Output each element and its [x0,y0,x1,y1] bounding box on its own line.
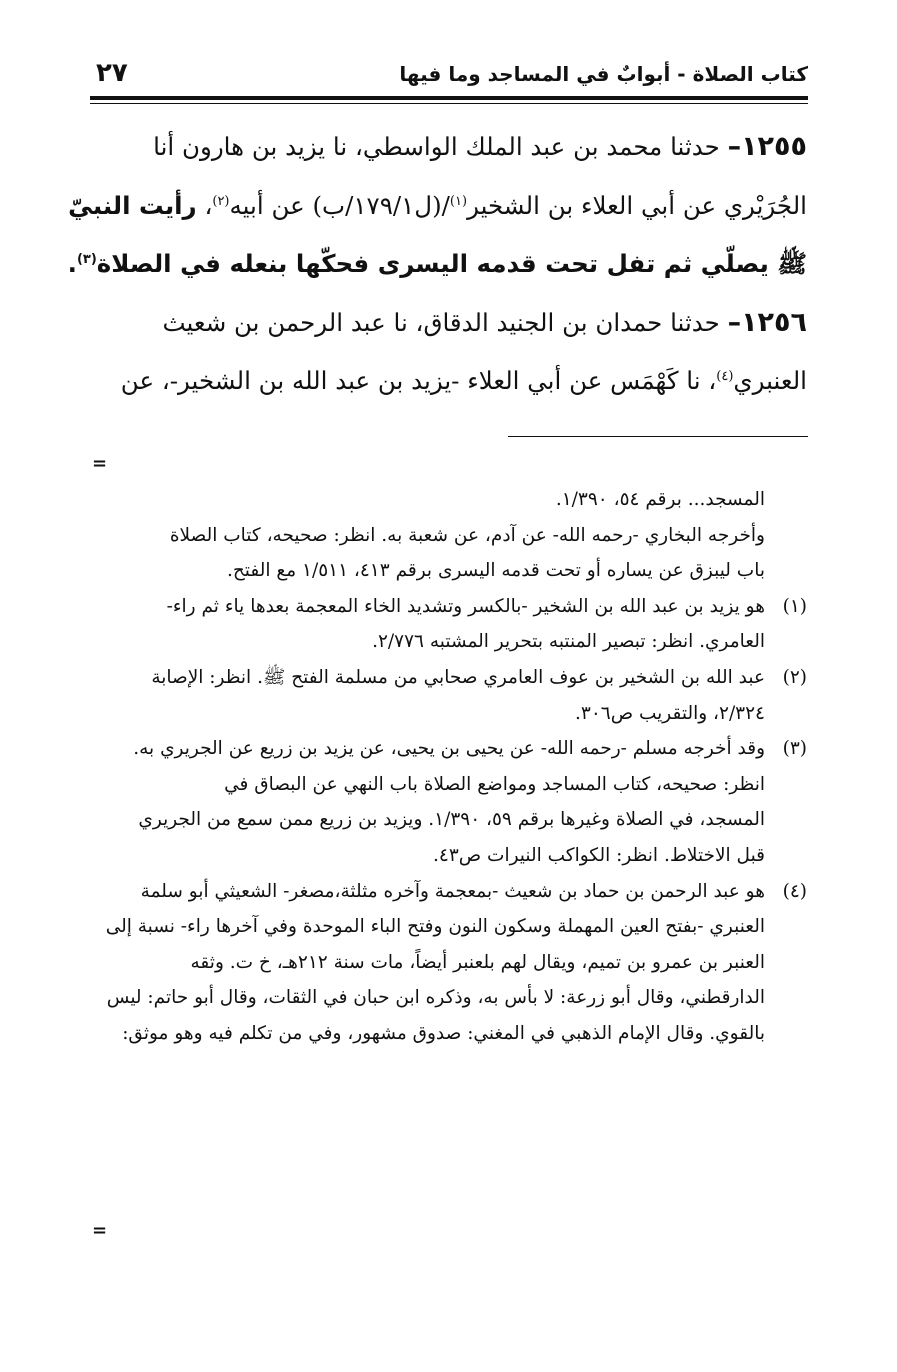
footnote-4-cont: الدارقطني، وقال أبو زرعة: لا بأس به، وذكره ابن حبان في الثقات، وقال أبو حاتم: ليس [106,987,765,1009]
footnote-continued-line: وأخرجه البخاري -رحمه الله- عن آدم، عن شعبة به. انظر: صحيحه، كتاب الصلاة [169,524,765,546]
footnote-ref[interactable]: (٣) [76,251,97,267]
continuation-mark: = [92,1220,108,1241]
hadith-number: ١٢٥٥– [727,131,807,162]
footnote-2: (٢)عبد الله بن الشخير بن عوف العامري صحابي من مسلمة الفتح ﷺ. انظر: الإصابة [95,660,807,696]
footnote-marker: (٣) [782,738,807,760]
footnote-separator [508,436,808,437]
footnote-3-cont: انظر: صحيحه، كتاب المساجد ومواضع الصلاة باب النهي عن البصاق في [224,773,765,795]
hadith-1256-line-2: العنبري$^{(٤)}$، نا كَهْمَس عن أبي العلاء -يزيد بن عبد الله بن الشخير-، عن [120,366,807,395]
footnote-4-cont: العنبر بن عمرو بن تميم، ويقال لهم بلعنبر أيضاً، مات سنة ٢١٢هـ، خ ت. وثقه [190,951,765,973]
hadith-1255-line-3: ﷺ يصلّي ثم تفل تحت قدمه اليسرى فحكّها بنعله في الصلاة$^{(٣)}$. [67,249,807,278]
footnote-3: (٣)وقد أخرجه مسلم -رحمه الله- عن يحيى بن يحيى، عن يزيد بن زريع عن الجريري به. [95,731,807,767]
footnote-3-cont: قبل الاختلاط. انظر: الكواكب النيرات ص٤٣. [433,844,765,866]
footnote-continued-line: المسجد... برقم ٥٤، ١/٣٩٠. [555,489,765,510]
footnote-4-cont: بالقوي. وقال الإمام الذهبي في المغني: صدوق مشهور، وفي من تكلم فيه وهو موثق: [122,1022,765,1044]
footnote-continued-line: باب ليبزق عن يساره أو تحت قدمه اليسرى برقم ٤١٣، ١/٥١١ مع الفتح. [226,560,765,582]
footnote-marker: (١) [782,595,807,617]
main-text [67,118,807,411]
footnote-3-cont: المسجد، في الصلاة وغيرها برقم ٥٩، ١/٣٩٠. ويزيد بن زريع ممن سمع من الجريري [138,809,765,831]
footnote-1-cont: العامري. انظر: تبصير المنتبه بتحرير المشتبه ٢/٧٧٦. [372,631,765,653]
footnote-marker: (٢) [782,666,807,688]
footnote-4: (٤)هو عبد الرحمن بن حماد بن شعيث -بمعجمة وآخره مثلثة،مصغر- الشعيثي أبو سلمة [95,874,807,910]
hadith-1255-line-1: ١٢٥٥– حدثنا محمد بن عبد الملك الواسطي، نا يزيد بن هارون أنا [153,131,807,162]
footnotes [95,482,807,1052]
footnote-marker: (٤) [782,880,807,902]
running-header [90,58,808,94]
header-rule-thick [90,96,808,100]
running-title: كتاب الصلاة - أبوابٌ في المساجد وما فيها [399,62,808,86]
continuation-mark: = [92,453,108,474]
footnote-ref[interactable]: (٢) [212,193,230,209]
page-number: ٢٧ [96,58,128,88]
hadith-1256-line-1: ١٢٥٦– حدثنا حمدان بن الجنيد الدقاق، نا عبد الرحمن بن شعيث [162,306,807,338]
header-rule-thin [90,103,808,104]
footnote-1: (١)هو يزيد بن عبد الله بن الشخير -بالكسر وتشديد الخاء المعجمة بعدها ياء ثم راء- [95,589,807,625]
matn-text: رأيت النبيّ [68,190,197,220]
footnote-2-cont: ٢/٣٢٤، والتقريب ص٣٠٦. [575,702,765,724]
hadith-number: ١٢٥٦– [727,306,807,338]
footnote-4-cont: العنبري -بفتح العين المهملة وسكون النون وفتح الباء الموحدة وفي آخرها راء- نسبة إلى [105,916,765,938]
hadith-1255-line-2: الجُرَيْري عن أبي العلاء بن الشخير$^{(١)}$/(ل١٧٩/١/ب) عن أبيه$^{(٢)}$، رأيت النبيّ [68,190,807,220]
footnote-ref[interactable]: (٤) [716,368,734,384]
footnote-ref[interactable]: (١) [449,193,468,209]
